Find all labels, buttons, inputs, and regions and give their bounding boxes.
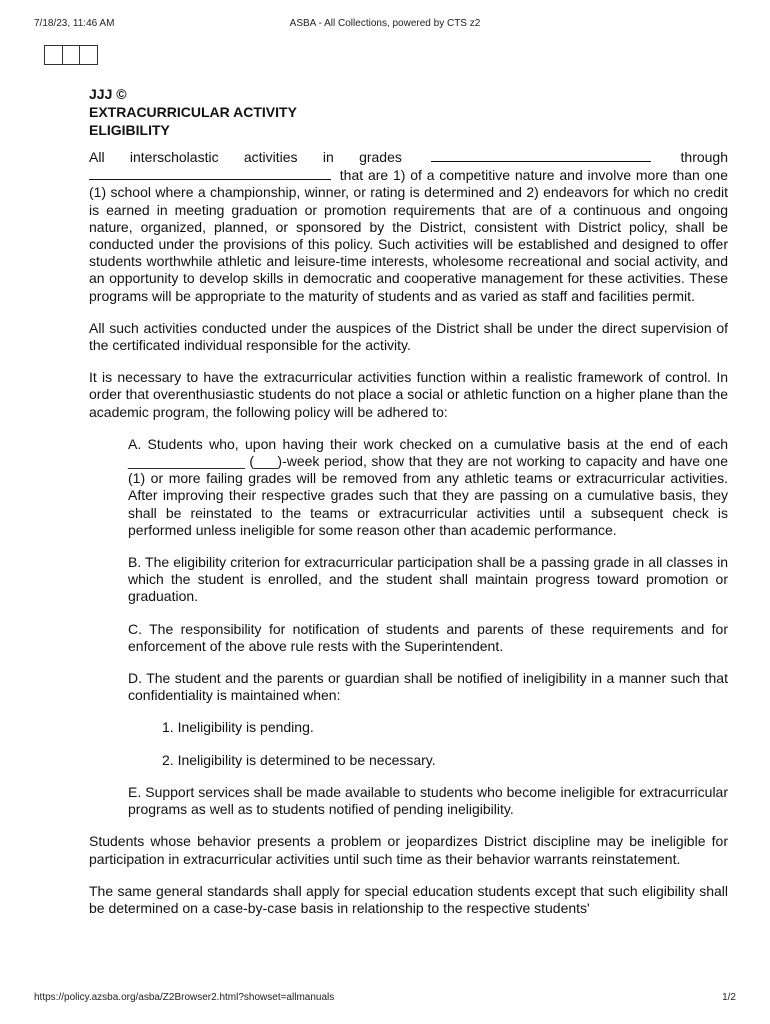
list-item-d1: 1. Ineligibility is pending.	[162, 719, 314, 736]
policy-code: JJJ ©	[89, 86, 127, 102]
paragraph-behavior: Students whose behavior presents a problem or jeopardizes District discipline may be ineligible for participation in extracurricular activities until such time as their behavior warrants reinstatement.	[89, 833, 728, 867]
print-source-title: ASBA - All Collections, powered by CTS z2	[289, 18, 481, 29]
list-item-e: E. Support services shall be made available to students who become ineligible for extracurricular programs as well as to students notified of pending ineligibility.	[128, 783, 728, 818]
policy-title-block	[89, 85, 297, 139]
grade-blank	[431, 148, 651, 162]
print-datetime: 7/18/23, 11:46 AM	[34, 18, 115, 29]
checkbox-group	[44, 45, 98, 65]
paragraph-special-education: The same general standards shall apply for special education students except that such eligibility shall be determined on a case-by-case basis in relationship to the respective students'	[89, 882, 728, 916]
empty-box	[63, 46, 81, 64]
empty-box	[45, 46, 63, 64]
list-item-c: C. The responsibility for notification of students and parents of these requirements and for enforcement of the above rule rests with the Superintendent.	[128, 620, 728, 654]
list-item-d: D. The student and the parents or guardian shall be notified of ineligibility in a manner such that confidentiality is maintained when:	[128, 670, 728, 704]
page-url: https://policy.azsba.org/asba/Z2Browser2.html?showset=allmanuals	[34, 992, 335, 1003]
paragraph-supervision: All such activities conducted under the auspices of the District shall be under the direct supervision of the certificated individual responsible for the activity.	[89, 319, 728, 354]
list-item-b: B. The eligibility criterion for extracurricular participation shall be a passing grade in all classes in which the student is enrolled, and the student shall maintain progress toward promotion or graduation.	[128, 554, 728, 605]
page-number: 1/2	[722, 992, 736, 1003]
paragraph-framework: It is necessary to have the extracurricular activities function within a realistic framework of control. In order that overenthusiastic students do not place a social or athletic function on a higher plane than the academic program, the following policy will be adhered to:	[89, 369, 728, 420]
print-footer	[34, 992, 736, 1006]
policy-body	[89, 148, 728, 932]
list-item-a: A. Students who, upon having their work checked on a cumulative basis at the end of each _______________ (___)-week period, show that they are not working to capacity and have one (1) or more failing grades will be removed from any athletic teams or extracurricular activities. After improving their respective grades such that they are passing on a cumulative basis, they shall be reinstated to the teams or extracurricular activities until a subsequent check is performed unless ineligible for some reason other than academic performance.	[128, 435, 728, 538]
paragraph-intro: All interscholastic activities in grades through that are 1) of a competitive nature and involve more than one (1) school where a championship, winner, or rating is determined and 2) endeavors for which no credit is earned in meeting graduation or promotion requirements that are of a continuous and ongoing nature, organized, planned, or sponsored by the District, consistent with District policy, shall be conducted under the provisions of this policy. Such activities will be established and designed to offer students worthwhile athletic and leisure-time interests, wholesome recreational and social activity, and an opportunity to develop skills in democratic and cooperative management for these activities. These programs will be appropriate to the maturity of students and as varied as staff and facilities permit.	[89, 149, 728, 304]
empty-box	[80, 46, 97, 64]
grade-blank	[89, 166, 331, 180]
policy-title-line1: EXTRACURRICULAR ACTIVITY	[89, 104, 297, 120]
print-header	[34, 18, 736, 32]
list-item-d2: 2. Ineligibility is determined to be necessary.	[162, 751, 436, 768]
policy-title-line2: ELIGIBILITY	[89, 122, 170, 138]
